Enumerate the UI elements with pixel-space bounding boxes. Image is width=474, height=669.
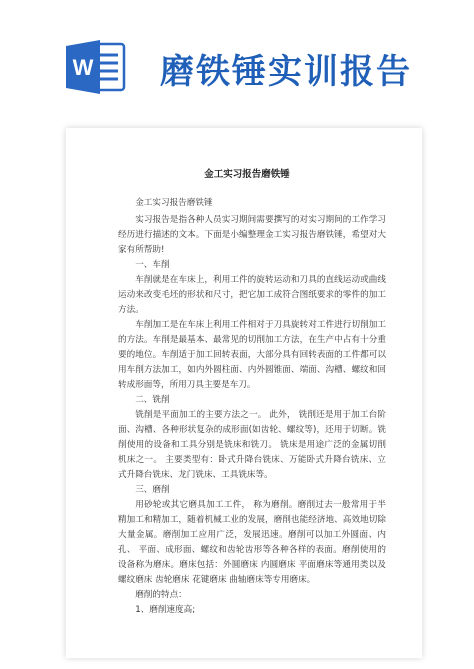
section-heading-milling: 二、铣削: [135, 395, 170, 405]
document-page: [66, 128, 422, 658]
paragraph: 磨削的特点：: [135, 590, 187, 600]
paragraph: 铣削是平面加工的主要方法之一。 此外， 铣削还是用于加工台阶面、沟槽、各种形状复杂的成形面(如齿轮、螺纹等)，还用于切断。铣削使用的设备和工具分别是铣床和铣刀。 铣床是用途广泛的金属切削机床之一。 主要类型有：卧式升降台铣床、万能卧式升降台铣床、立式升降台铣床、龙门铣床、工具铣床等。: [118, 410, 386, 480]
paragraph-subtitle: 金工实习报告磨铁锤: [135, 198, 213, 208]
paragraph: 用砂轮或其它磨具加工工件， 称为磨削。磨削过去一般常用于半精加工和精加工，随着机械工业的发展，磨削也能经济地、高效地切除大量金属。磨削加工应用广泛，发展迅速。磨削可以加工外圆面、内孔、 平面、成形面、螺纹和齿轮齿形等各种各样的表面。磨削使用的设备称为磨床。磨床包括：外圆磨床 内圆磨床 平面磨床等通用类以及螺纹磨床 齿轮磨床 花键磨床 曲轴磨床等专用磨床。: [118, 500, 386, 585]
paragraph: 实习报告是指各种人员实习期间需要撰写的对实习期间的工作学习经历进行描述的文本。下面是小编整理金工实习报告磨铁锤，希望对大家有所帮助!: [118, 215, 386, 255]
banner-title: 磨铁锤实训报告: [160, 52, 412, 92]
section-heading-grinding: 三、磨削: [135, 485, 170, 495]
document-title: 金工实习报告磨铁锤: [204, 169, 290, 180]
banner: [0, 0, 474, 112]
paragraph: 车削就是在车床上，利用工件的旋转运动和刀具的直线运动或曲线运动来改变毛坯的形状和尺寸，把它加工成符合图纸要求的零件的加工方法。: [118, 275, 386, 315]
word-icon: [64, 38, 126, 96]
svg-text:W: W: [72, 55, 94, 80]
paragraph: 车削加工是在车床上利用工件相对于刀具旋转对工件进行切削加工的方法。车削是最基本、最常见的切削加工方法，在生产中占有十分重要的地位。车削适于加工回转表面，大部分具有回转表面的工件都可以用车削方法加工，如内外圆柱面、内外圆锥面、端面、沟槽、螺纹和回转成形面等，所用刀具主要是车刀。: [118, 320, 386, 390]
paragraph: 1、磨削速度高;: [135, 605, 196, 615]
section-heading-turning: 一、车削: [135, 260, 170, 270]
